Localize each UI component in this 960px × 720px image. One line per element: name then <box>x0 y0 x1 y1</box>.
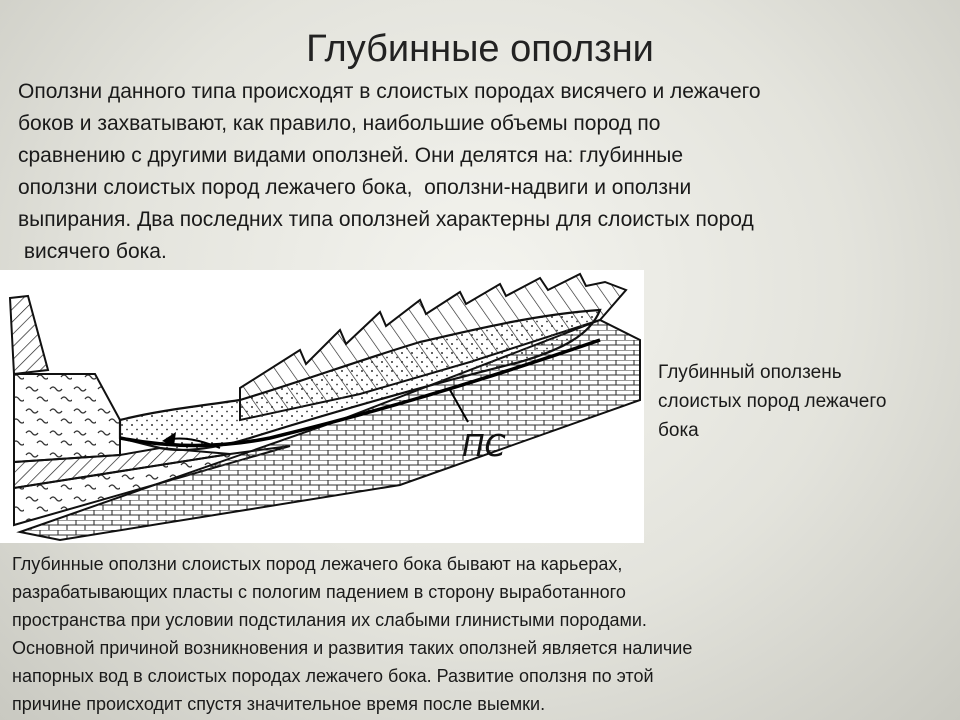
intro-line: оползни слоистых пород лежачего бока, оползни-надвиги и оползни <box>18 176 692 199</box>
bottom-text <box>12 550 958 718</box>
intro-line: висячего бока. <box>18 240 167 263</box>
caption-line: слоистых пород лежачего <box>658 391 887 412</box>
intro-text <box>18 76 958 268</box>
intro-line: сравнению с другими видами оползней. Они делятся на: глубинные <box>18 144 684 167</box>
bottom-line: Глубинные оползни слоистых пород лежачего бока бывают на карьерах, <box>12 554 623 574</box>
caption-line: Глубинный оползень <box>658 362 842 383</box>
landslide-diagram <box>0 270 644 543</box>
left-clay-bench <box>14 374 120 462</box>
bottom-line: Основной причиной возникновения и развития таких оползней является наличие <box>12 638 693 658</box>
caption-line: бока <box>658 420 699 441</box>
figure-caption <box>658 358 958 445</box>
sliding-surface-label: ПС <box>462 429 506 464</box>
slide-title: Глубинные оползни <box>306 28 654 70</box>
intro-line: выпирания. Два последних типа оползней характерны для слоистых пород <box>18 208 754 231</box>
bottom-line: пространства при условии подстилания их слабыми глинистыми породами. <box>12 610 647 630</box>
bottom-line: напорных вод в слоистых породах лежачего бока. Развитие оползня по этой <box>12 666 654 686</box>
bottom-line: причине происходит спустя значительное время после выемки. <box>12 694 546 714</box>
intro-line: боков и захватывают, как правило, наибольшие объемы пород по <box>18 112 661 135</box>
bottom-line: разрабатывающих пласты с пологим падением в сторону выработанного <box>12 582 626 602</box>
left-wall <box>10 296 48 374</box>
intro-line: Оползни данного типа происходят в слоистых породах висячего и лежачего <box>18 80 761 103</box>
